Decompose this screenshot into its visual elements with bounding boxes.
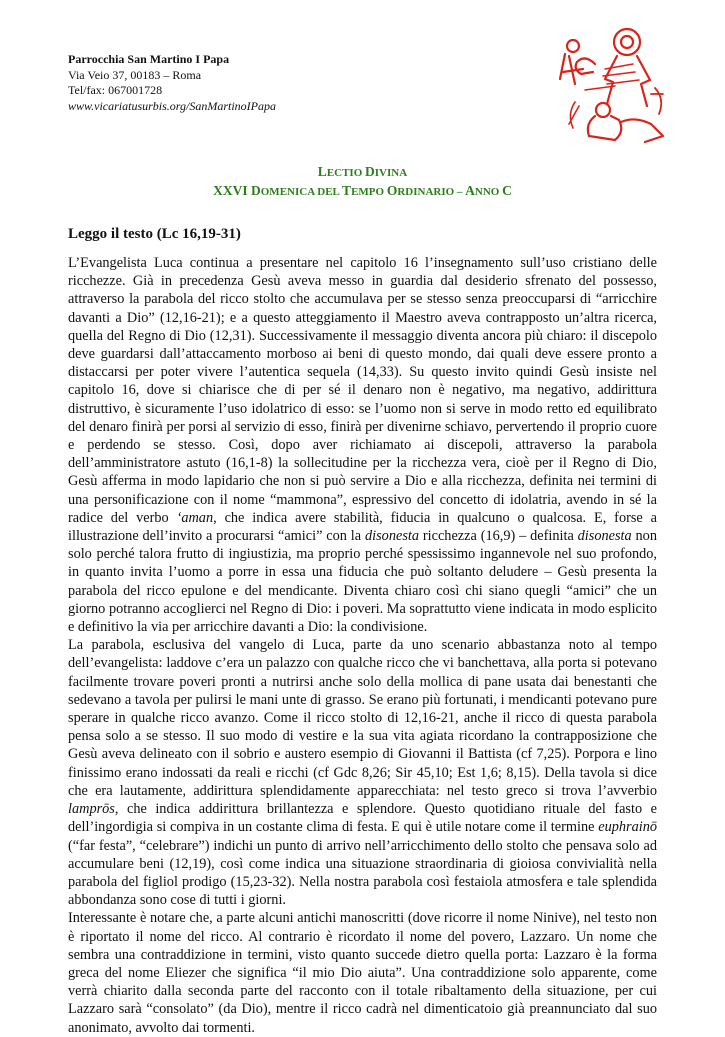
hatching-icon [585, 64, 639, 90]
left-head-icon [567, 40, 579, 52]
document-title [0, 163, 725, 201]
saint-martin-illustration-icon [555, 24, 670, 149]
parish-website: www.vicariatusurbis.org/SanMartinoIPapa [68, 98, 277, 113]
parish-address: Via Veio 37, 00183 – Roma [68, 67, 202, 82]
halo-icon [614, 29, 640, 55]
parish-header [68, 52, 276, 114]
parish-phone: Tel/fax: 067001728 [68, 83, 163, 97]
figure-arm-icon [637, 56, 650, 106]
paragraph-2: La parabola, esclusiva del vangelo di Luca, parte da uno scenario abbastanza noto al tempo dell’evangelista: laddove c’era un palazzo con qualche ricco che vi banchettava, alla porta si potevano facilmente trovare poveri pronti a nutrirsi anche solo della mollica di pane usata dai benestanti che sedevano a tavola per pulirsi le mani unte di grasso. Se erano più fortunati, i mendicanti potevano pure sperare in qualche ricco avanzo. Come il ricco stolto di 12,16-21, anche il ricco di questa parabola pensa solo a se stesso. Il suo modo di vestire e la sua vita agiata ricordano la contrapposizione che Gesù aveva delineato con il sobrio e austero esempio di Giovanni il Battista (cf 7,25). Porpora e lino finissimo erano indossati da reali e ricchi (cf Gdc 8,26; Sir 45,10; Est 1,6; 8,15). Della tavola si dice che era lautamente, addirittura splendidamente apparecchiata: nel testo greco si trova l’avverbio lamprōs, che indica addirittura brillantezza e splendore. Questo quotidiano rituale del fasto e dell’ingordigia si compiva in un costante clima di festa. E qui è utile notare come il termine euphrainō (“far festa”, “celebrare”) indichi un punto di arrivo nell’arricchimento dello stolto che pensava solo ad accumulare beni (12,19), così come indica una situazione straordinaria di gioiosa convivialità nella parabola del figliol prodigo (15,23-32). Nella nostra parabola così festaiola atmosfera e tale splendida abbondanza sono cose di tutti i giorni. [68, 637, 657, 909]
paragraph-1: L’Evangelista Luca continua a presentare nel capitolo 16 l’insegnamento sull’uso cristiano delle ricchezze. Già in precedenza Gesù aveva messo in guardia dal desiderio sfrenato del possesso, attraverso la parabola del ricco stolto che accumulava per se stesso senza preoccuparsi di “arricchire davanti a Dio” (12,16-21); e a questo atteggiamento il Maestro aveva contrapposto un’altra ricerca, quella del Regno di Dio (12,31). Successivamente il messaggio diventa ancora più chiaro: il discepolo deve guardarsi dall’attaccamento morboso ai beni di questo mondo, dai quali deve essere pronto a distaccarsi per poter vivere l’autentica sequela (14,33). Su questo invito quindi Gesù insiste nel capitolo 16, dove si chiarisce che di per sé il denaro non è negativo, ma negativo, addirittura distruttivo, è sicuramente l’uso idolatrico di esso: se l’uomo non si serve in modo retto ed equilibrato del denaro finirà per porsi al servizio di esso, finirà per divenirne schiavo, pervertendo il proprio cuore e perdendo se stesso. Così, dopo aver richiamato ai discepoli, attraverso la parabola dell’amministratore astuto (16,1-8) la sollecitudine per la ricchezza vera, cioè per il Regno di Dio, Gesù afferma in modo lapidario che non si può servire a Dio e alla ricchezza, definita nei termini di una personificazione con il nome “mammona”, espressivo del concetto di idolatria, avendo in sé la radice del verbo ‘aman, che indica avere stabilità, fiducia in qualcuno o qualcosa. E, forse a illustrazione dell’invito a procurarsi “amici” con la disonesta ricchezza (16,9) – definita disonesta non solo perché talora frutto di ingiustizia, ma proprio perché spessissimo ingannevole nel suo profondo, in quanto invita l’uomo a porre in essa una fiducia che può soltanto deludere – Gesù presenta la parabola del ricco epulone e del mendicante. Diventa chiaro così chi siano quegli “amici” che un giorno potranno accoglierci nel Regno di Dio: i poveri. Ma soprattutto viene indicata in modo esplicito e definitivo la via per arricchire davanti a Dio: la condivisione. [68, 255, 657, 636]
section-title: Leggo il testo (Lc 16,19-31) [68, 226, 241, 242]
kneeling-arm-icon [621, 119, 663, 142]
sunday-subtitle: XXVI DOMENICA DEL TEMPO ORDINARIO – ANNO C [213, 183, 512, 198]
left-figure-icon [576, 58, 595, 74]
jug-icon [651, 88, 663, 114]
left-robe-icon [560, 54, 583, 84]
kneeling-head-icon [596, 103, 610, 117]
kneeling-body-icon [588, 116, 621, 140]
head-icon [621, 36, 633, 48]
lectio-divina-title: LECTIO DIVINA [317, 164, 408, 179]
paragraph-3: Interessante è notare che, a parte alcuni antichi manoscritti (dove ricorre il nome Ninive), nel testo non è riportato il nome del ricco. Al contrario è ricordato il nome del povero, Lazzaro. Un nome che sembra una contraddizione in termini, visto quanto succede dietro quella porta: Lazzaro è la forma greca del nome Eliezer che significa “il mio Dio aiuta”. Una contraddizione solo apparente, come verrà chiarito dalla seconda parte del racconto con il totale ribaltamento della situazione, per cui Lazzaro sarà “consolato” (da Dio), mentre il ricco cadrà nel dimenticatoio già preannunciato dal suo anonimato, avvolto dai tormenti. [68, 910, 657, 1036]
body-text [68, 254, 657, 1037]
figure-body-icon [605, 56, 617, 104]
parish-name: Parrocchia San Martino I Papa [68, 52, 230, 66]
cloak-icon [569, 102, 579, 128]
